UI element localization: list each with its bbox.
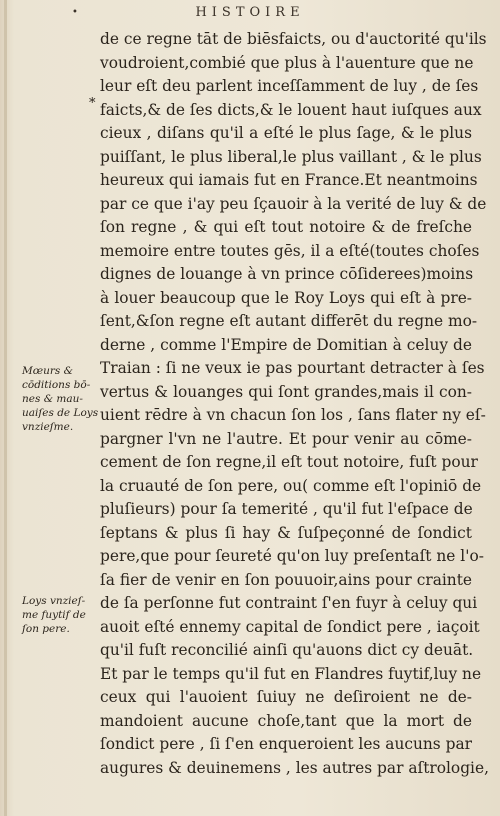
text-line: faicts,& de ſes dicts,& le louent haut iuſques aux — [100, 100, 482, 119]
body-text-block — [100, 28, 489, 780]
text-line: dignes de louange à vn prince cōſiderees)moins — [100, 265, 474, 283]
text-line: uient rēdre à vn chacun ſon los , ſans flater ny eſ- — [100, 406, 486, 424]
running-head: HISTOIRE — [195, 5, 305, 20]
text-line: ſondict pere , ſi ſ'en enqueroient les aucuns par — [100, 735, 472, 753]
margin-note-line: uaiſes de Loys — [22, 407, 99, 419]
text-line: ſon regne , & qui eſt tout notoire & de freſche — [100, 218, 472, 236]
text-line: la cruauté de ſon pere, ou( comme eſt l'opiniō de — [100, 476, 482, 495]
margin-note-moeurs — [22, 364, 98, 434]
text-line: auoit eſté ennemy capital de ſondict pere , iaçoit — [100, 617, 480, 636]
margin-note-line: cōditions bō- — [22, 379, 91, 391]
text-line: pluſieurs) pour ſa temerité , qu'il fut l'eſpace de — [100, 500, 473, 518]
text-line: augures & deuinemens , les autres par aſtrologie, — [100, 758, 489, 777]
text-line: pargner l'vn ne l'autre. Et pour venir au cōme- — [100, 429, 472, 448]
text-line: pere,que pour ſeureté qu'on luy preſentaſt ne l'o- — [100, 547, 484, 565]
text-line: à louer beaucoup que le Roy Loys qui eſt à pre- — [100, 288, 472, 307]
text-line: Et par le temps qu'il fut en Flandres fuytif,luy ne — [100, 664, 482, 683]
text-line: mandoient aucune choſe,tant que la mort de — [100, 711, 472, 730]
text-line: voudroient,combié que plus à l'auenture que ne — [100, 53, 474, 72]
text-line: ſa fier de venir en ſon pouuoir,ains pour crainte — [100, 570, 472, 589]
text-line: leur eſt deu parlent inceſſamment de luy , de ſes — [100, 77, 479, 95]
text-line: ceux qui l'auoient ſuiuy ne deſiroient ne de- — [100, 688, 472, 706]
text-line: puiſſant, le plus liberal,le plus vaillant , & le plus — [100, 147, 482, 166]
text-line: derne , comme l'Empire de Domitian à celuy de — [100, 335, 472, 354]
page-gutter-edge — [4, 0, 7, 816]
text-line: cieux , diſans qu'il a eſté le plus ſage, & le plus — [100, 124, 472, 142]
text-line: qu'il fuſt reconcilié ainſi qu'auons dict cy deuāt. — [100, 641, 474, 659]
margin-note-line: Mœurs & — [22, 365, 73, 377]
text-line: par ce que i'ay peu ſçauoir à la verité de luy & de — [100, 194, 487, 213]
text-line: vertus & louanges qui ſont grandes,mais il con- — [100, 382, 472, 401]
text-line: ſeptans & plus ſi hay & ſuſpeçonné de ſondict — [100, 523, 472, 542]
margin-note-line: ſon pere. — [22, 623, 70, 635]
signature-dot: • — [72, 7, 78, 18]
text-line: ſent,&ſon regne eſt autant differēt du regne mo- — [100, 312, 478, 330]
margin-note-line: vnzieſme. — [22, 421, 74, 433]
margin-note-line: nes & mau- — [22, 393, 83, 405]
marginal-asterisk: * — [89, 96, 96, 111]
text-line: memoire entre toutes gēs, il a eſté(toutes choſes — [100, 241, 480, 260]
margin-note-loys-fuytif — [22, 594, 86, 636]
text-line: de ce regne tāt de biēsfaicts, ou d'auctorité qu'ils — [100, 30, 487, 48]
margin-note-line: Loys vnzieſ- — [22, 595, 86, 607]
text-line: cement de ſon regne,il eſt tout notoire, fuſt pour — [100, 453, 478, 471]
text-line: de ſa perſonne fut contraint ſ'en fuyr à celuy qui — [100, 594, 478, 612]
text-line: Traian : ſi ne veux ie pas pourtant detracter à ſes — [100, 359, 485, 377]
margin-note-line: me fuytif de — [22, 609, 86, 621]
text-line: heureux qui iamais fut en France.Et neantmoins — [100, 171, 478, 189]
